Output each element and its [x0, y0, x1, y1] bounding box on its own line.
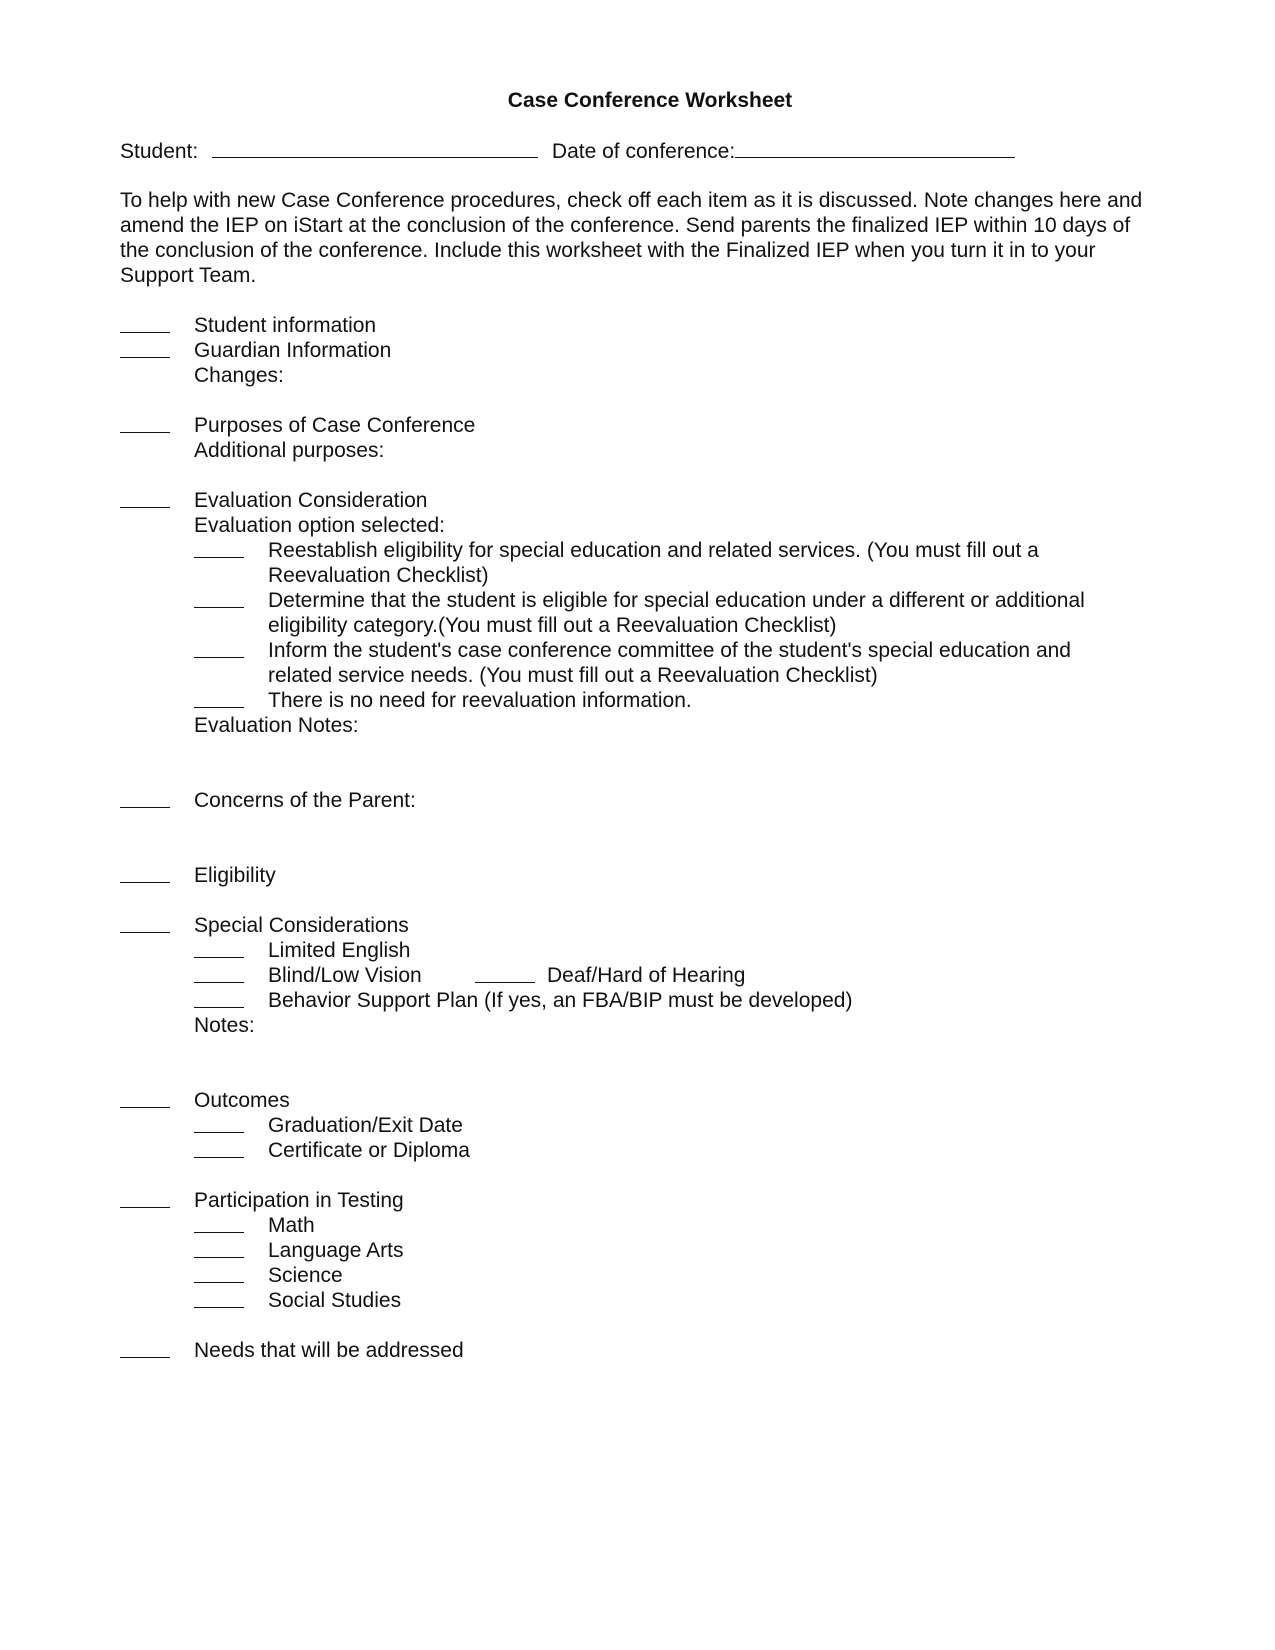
limited-english-checkbox[interactable]: [194, 938, 244, 958]
certificate-checkbox[interactable]: [194, 1138, 244, 1158]
behavior-checkbox[interactable]: [194, 988, 244, 1008]
eval-option-1-text: Reestablish eligibility for special education and related services. (You must fill out a: [268, 539, 1039, 562]
student-field[interactable]: [212, 138, 538, 158]
testing-checkbox[interactable]: [120, 1188, 170, 1208]
deaf-checkbox[interactable]: [475, 963, 535, 983]
blind-checkbox[interactable]: [194, 963, 244, 983]
date-label: Date of conference:: [551, 140, 736, 163]
outcomes-label: Outcomes: [194, 1089, 290, 1112]
needs-checkbox[interactable]: [120, 1338, 170, 1358]
eval-option-3-checkbox[interactable]: [194, 638, 244, 658]
evaluation-notes-label: Evaluation Notes:: [194, 714, 359, 737]
eval-option-4-checkbox[interactable]: [194, 688, 244, 708]
student-info-checkbox[interactable]: [120, 313, 170, 333]
evaluation-label: Evaluation Consideration: [194, 489, 428, 512]
testing-label: Participation in Testing: [194, 1189, 404, 1212]
changes-label: Changes:: [194, 364, 284, 387]
eval-option-1-text-cont: Reevaluation Checklist): [268, 564, 489, 587]
limited-english-label: Limited English: [268, 939, 411, 962]
eval-option-2-text-cont: eligibility category.(You must fill out a Reevaluation Checklist): [268, 614, 837, 637]
parent-concerns-label: Concerns of the Parent:: [194, 789, 416, 812]
evaluation-option-label: Evaluation option selected:: [194, 514, 446, 537]
guardian-info-label: Guardian Information: [194, 339, 392, 362]
graduation-label: Graduation/Exit Date: [268, 1114, 463, 1137]
special-considerations-label: Special Considerations: [194, 914, 409, 937]
guardian-info-checkbox[interactable]: [120, 338, 170, 358]
eligibility-label: Eligibility: [194, 864, 276, 887]
additional-purposes-label: Additional purposes:: [194, 439, 385, 462]
eval-option-3-text-cont: related service needs. (You must fill out a Reevaluation Checklist): [268, 664, 878, 687]
worksheet-page: [120, 88, 1160, 1363]
parent-concerns-checkbox[interactable]: [120, 788, 170, 808]
deaf-label: Deaf/Hard of Hearing: [547, 964, 746, 987]
eval-option-2-text: Determine that the student is eligible for special education under a different or additional: [268, 589, 1085, 612]
page-title: Case Conference Worksheet: [507, 89, 793, 112]
blind-label: Blind/Low Vision: [268, 964, 422, 987]
outcomes-checkbox[interactable]: [120, 1088, 170, 1108]
header-line: [120, 138, 1160, 163]
evaluation-checkbox[interactable]: [120, 488, 170, 508]
notes-label: Notes:: [194, 1014, 255, 1037]
needs-label: Needs that will be addressed: [194, 1339, 464, 1362]
graduation-checkbox[interactable]: [194, 1113, 244, 1133]
science-label: Science: [268, 1264, 343, 1287]
social-studies-checkbox[interactable]: [194, 1288, 244, 1308]
social-studies-label: Social Studies: [268, 1289, 402, 1312]
eval-option-1-checkbox[interactable]: [194, 538, 244, 558]
eval-option-3-text: Inform the student's case conference committee of the student's special education and: [268, 639, 1071, 662]
purposes-checkbox[interactable]: [120, 413, 170, 433]
language-arts-checkbox[interactable]: [194, 1238, 244, 1258]
science-checkbox[interactable]: [194, 1263, 244, 1283]
eval-option-4-text: There is no need for reevaluation information.: [268, 689, 692, 712]
eval-option-2-checkbox[interactable]: [194, 588, 244, 608]
date-field[interactable]: [735, 138, 1015, 158]
purposes-label: Purposes of Case Conference: [194, 414, 476, 437]
behavior-label: Behavior Support Plan (If yes, an FBA/BIP must be developed): [268, 989, 853, 1012]
certificate-label: Certificate or Diploma: [268, 1139, 470, 1162]
intro-paragraph: To help with new Case Conference procedures, check off each item as it is discussed. Note changes here and amend the IEP on iStart at the conclusion of the conference. Send parents the finalized IEP within 10 days of the conclusion of the conference. Include this worksheet with the Finalized IEP when you turn it in to your Support Team.: [120, 189, 1143, 287]
math-label: Math: [268, 1214, 315, 1237]
student-label: Student:: [120, 140, 199, 163]
special-considerations-checkbox[interactable]: [120, 913, 170, 933]
eligibility-checkbox[interactable]: [120, 863, 170, 883]
language-arts-label: Language Arts: [268, 1239, 404, 1262]
student-info-label: Student information: [194, 314, 377, 337]
math-checkbox[interactable]: [194, 1213, 244, 1233]
